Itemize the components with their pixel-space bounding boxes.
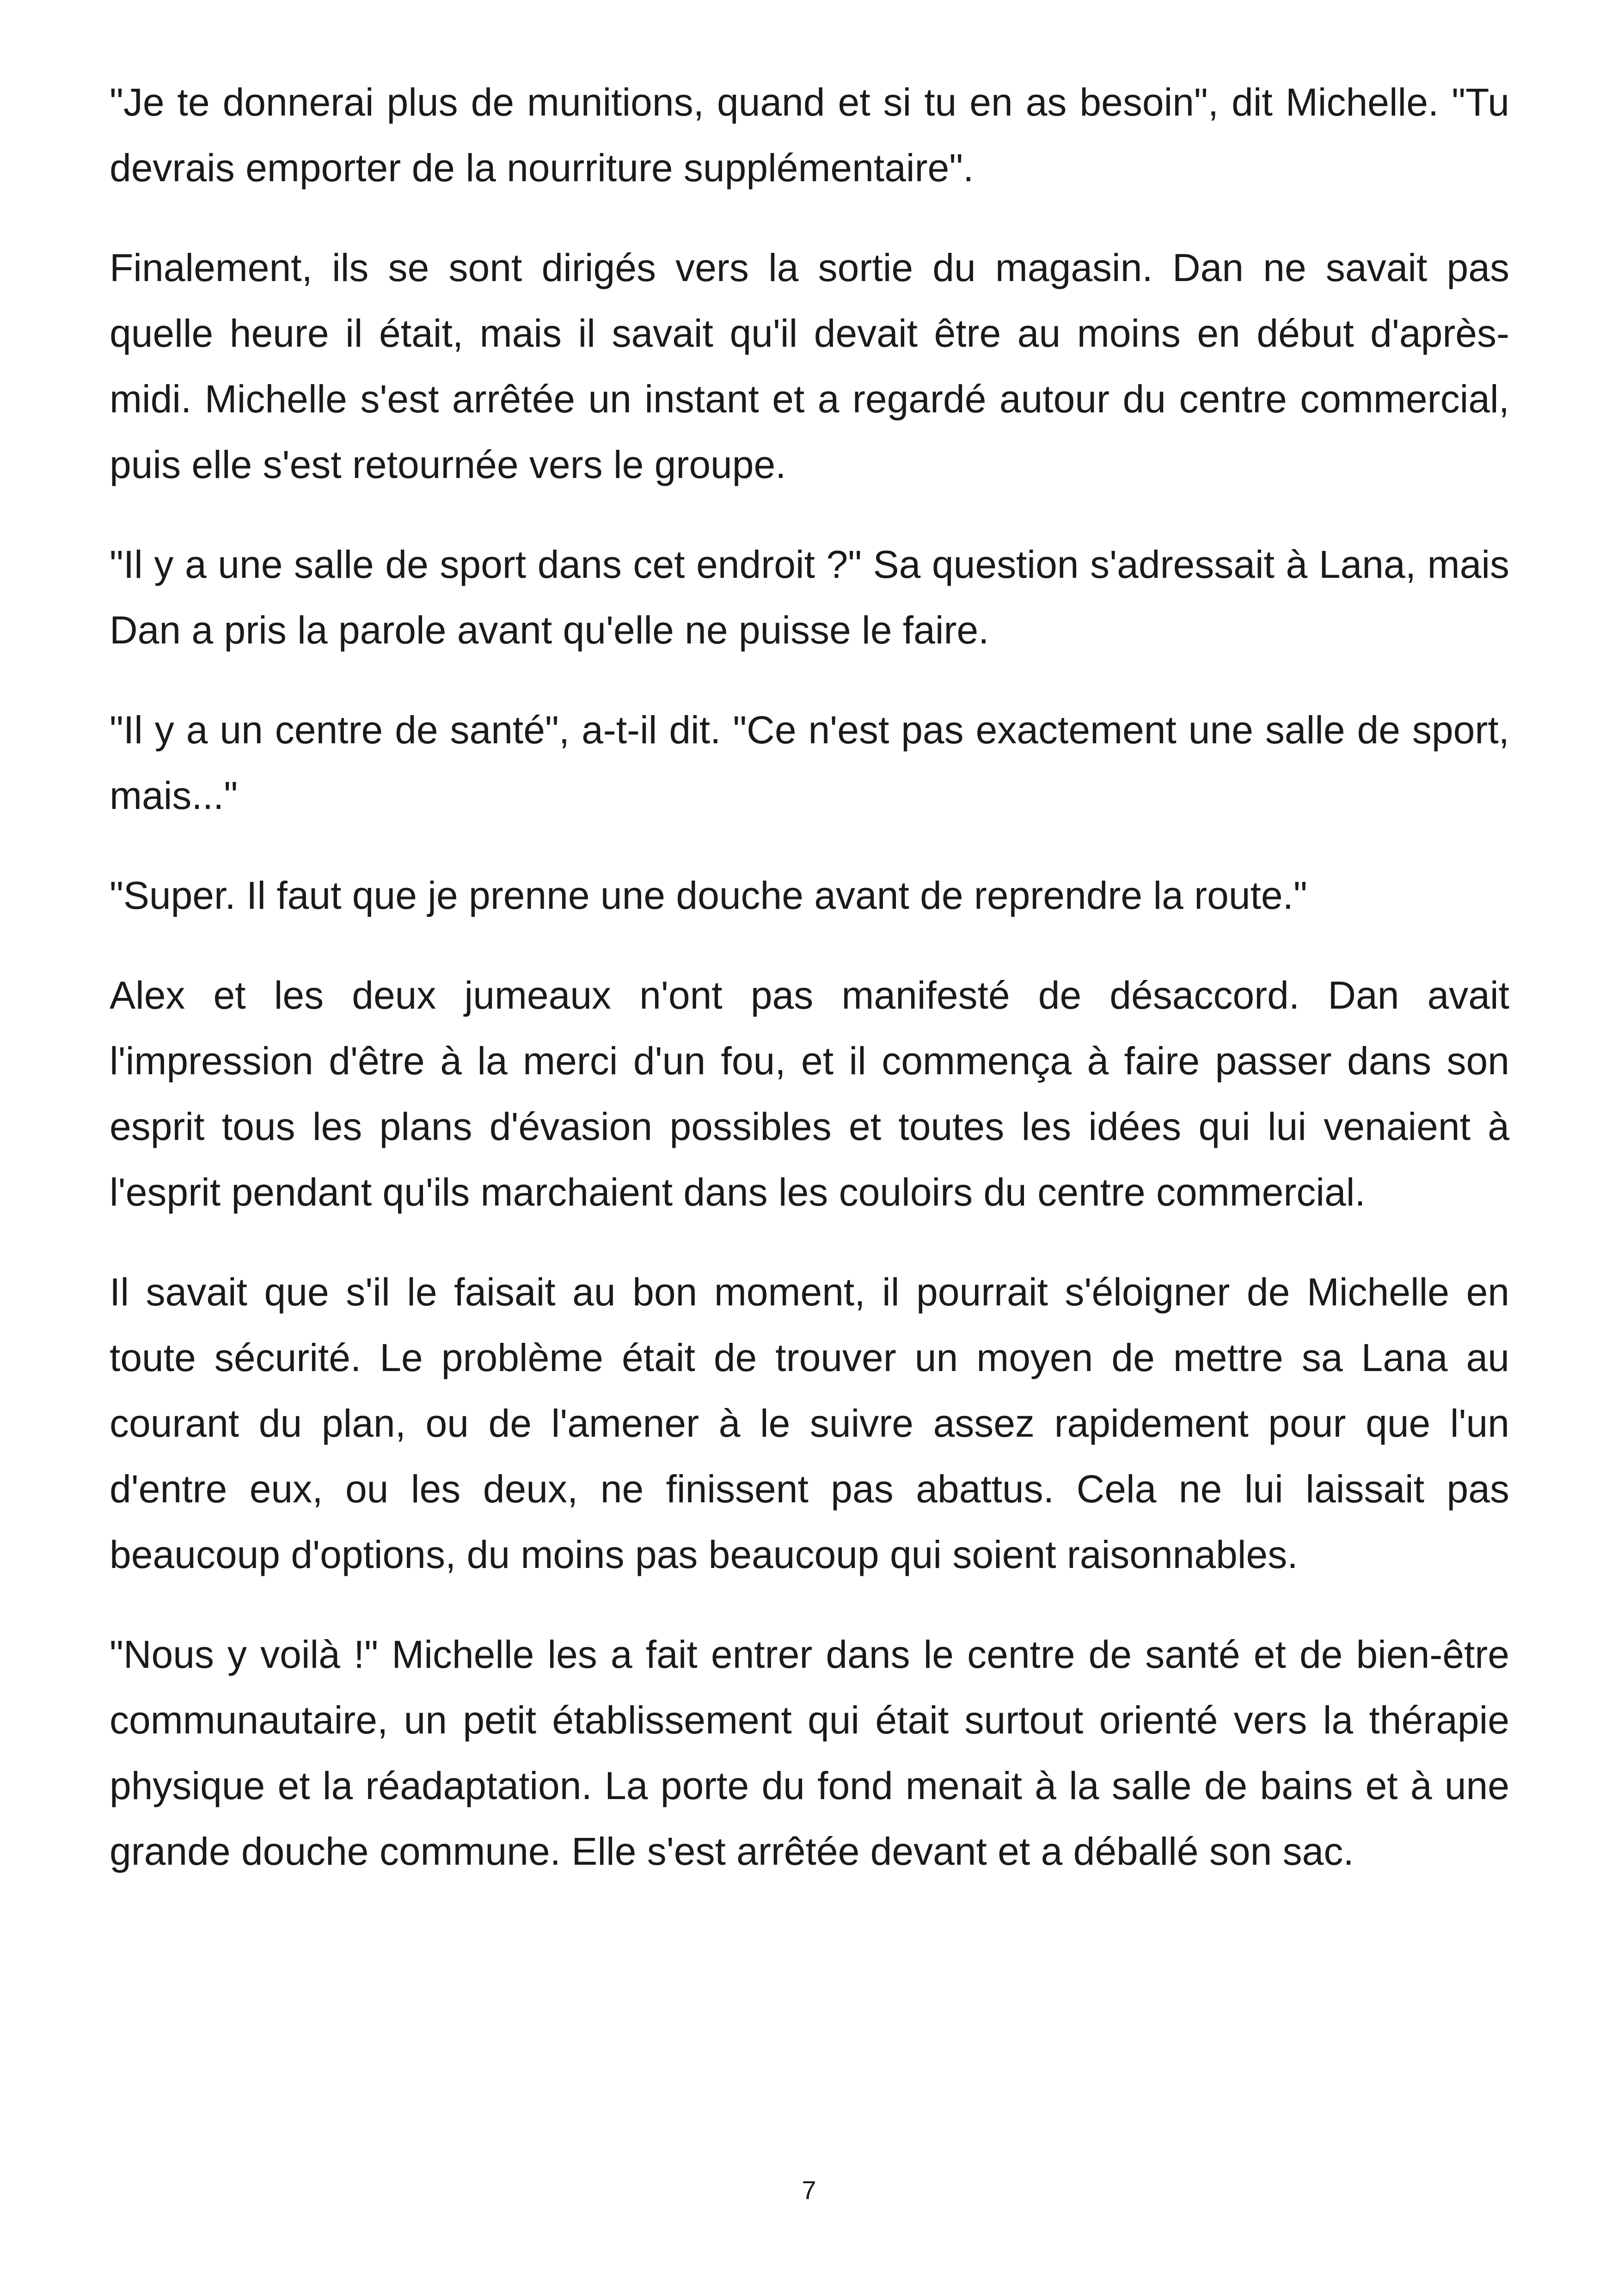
paragraph: Il savait que s'il le faisait au bon moment, il pourrait s'éloigner de Michelle en toute sécurité. Le problème était de trouver un moyen de mettre sa Lana au courant du plan, ou de l'amener à le suivre assez rapidement pour que l'un d'entre eux, ou les deux, ne finissent pas abattus. Cela ne lui laissait pas beaucoup d'options, du moins pas beaucoup qui soient raisonnables. (110, 1270, 1509, 1576)
paragraph: "Je te donnerai plus de munitions, quand et si tu en as besoin", dit Michelle. "Tu devrais emporter de la nourriture supplémentaire". (110, 80, 1509, 190)
paragraph: Alex et les deux jumeaux n'ont pas manifesté de désaccord. Dan avait l'impression d'être à la merci d'un fou, et il commença à faire passer dans son esprit tous les plans d'évasion possibles et toutes les idées qui lui venaient à l'esprit pendant qu'ils marchaient dans les couloirs du centre commercial. (110, 974, 1509, 1214)
paragraph: Finalement, ils se sont dirigés vers la sortie du magasin. Dan ne savait pas quelle heure il était, mais il savait qu'il devait être au moins en début d'après-midi. Michelle s'est arrêtée un instant et a regardé autour du centre commercial, puis elle s'est retournée vers le groupe. (110, 246, 1509, 486)
page-body (110, 69, 1509, 1918)
paragraph: "Il y a un centre de santé", a-t-il dit. "Ce n'est pas exactement une salle de sport, mais..." (110, 708, 1509, 817)
paragraph: "Nous y voilà !" Michelle les a fait entrer dans le centre de santé et de bien-être communautaire, un petit établissement qui était surtout orienté vers la thérapie physique et la réadaptation. La porte du fond menait à la salle de bains et à une grande douche commune. Elle s'est arrêtée devant et a déballé son sac. (110, 1633, 1509, 1873)
paragraph: "Super. Il faut que je prenne une douche avant de reprendre la route." (110, 874, 1307, 917)
paragraph: "Il y a une salle de sport dans cet endroit ?" Sa question s'adressait à Lana, mais Dan a pris la parole avant qu'elle ne puisse le faire. (110, 543, 1509, 652)
page-number: 7 (802, 2175, 816, 2204)
